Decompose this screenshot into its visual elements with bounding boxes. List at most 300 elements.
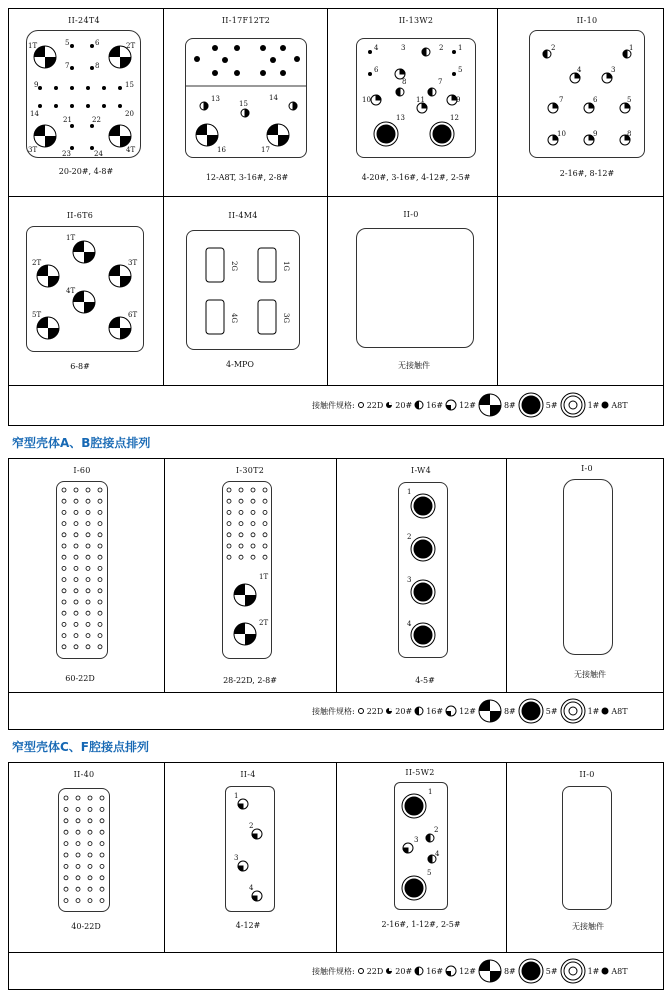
22d-contact	[100, 796, 104, 800]
legend-item: 16#	[426, 400, 444, 410]
layout-caption: 4-MPO	[226, 360, 254, 369]
contact-layout-ii-10	[529, 30, 645, 158]
layout-title: II-40	[73, 770, 95, 779]
contact-label: 4T	[126, 146, 136, 154]
contact-grid-i-30t2	[222, 481, 272, 659]
layout-caption: 4-12#	[235, 921, 261, 930]
layout-title: I-0	[581, 464, 593, 473]
22d-contact	[251, 522, 255, 526]
22d-contact	[251, 499, 255, 503]
22d-contact	[263, 533, 267, 537]
contact-label: 21	[63, 116, 72, 124]
22d-contact	[76, 842, 80, 846]
22d-contact	[227, 533, 231, 537]
22d-icon	[357, 967, 365, 975]
22d-contact	[239, 544, 243, 548]
22d-contact	[74, 611, 78, 615]
22d-contact	[251, 533, 255, 537]
22d-contact	[239, 499, 243, 503]
22d-contact	[62, 555, 66, 559]
contact-label: 7	[559, 96, 564, 104]
contact-label: 2T	[126, 42, 136, 50]
16-icon	[414, 706, 424, 716]
divider	[506, 762, 507, 952]
legend-item: 22D	[366, 706, 384, 716]
contact-label: 10	[557, 130, 566, 138]
divider	[164, 762, 165, 952]
divider	[336, 762, 337, 952]
contact-label: 2T	[32, 259, 42, 267]
22d-contact	[263, 510, 267, 514]
22d-contact	[98, 510, 102, 514]
22d-contact	[62, 578, 66, 582]
22d-contact	[76, 830, 80, 834]
contact-label: 6	[593, 96, 598, 104]
contact-layout-i-w4	[398, 482, 448, 658]
contact-layout-ii-6t6	[26, 226, 144, 352]
contact-label: 8	[95, 62, 100, 70]
divider	[8, 196, 664, 197]
22d-contact	[62, 634, 66, 638]
layout-caption: 无接触件	[572, 922, 604, 931]
legend-item: 16#	[426, 966, 444, 976]
22d-contact	[251, 510, 255, 514]
contact-legend	[310, 698, 630, 724]
22d-contact	[64, 876, 68, 880]
22d-contact	[88, 830, 92, 834]
insert-outline	[562, 786, 612, 910]
legend-item: 1#	[587, 966, 600, 976]
22d-contact	[98, 600, 102, 604]
contact-layout-ii-24t4	[26, 30, 141, 158]
port-label: 1G	[282, 261, 290, 272]
5-icon	[518, 958, 544, 984]
legend-item: A8T	[611, 966, 628, 976]
contact-label: 1	[428, 788, 433, 796]
22d-contact	[86, 488, 90, 492]
contact-label: 8	[627, 130, 632, 138]
22d-contact	[74, 634, 78, 638]
22d-contact	[76, 887, 80, 891]
contact-label: 3T	[128, 259, 138, 267]
contact-layout-ii-17f12t2	[185, 38, 307, 158]
contact-label: 1	[234, 792, 239, 800]
contact-label: 13	[396, 114, 405, 122]
22d-contact	[98, 522, 102, 526]
layout-caption: 无接触件	[398, 361, 430, 370]
contact-label: 2	[551, 44, 556, 52]
contact-label: 2T	[259, 619, 269, 627]
22d-contact	[64, 819, 68, 823]
22d-contact	[98, 611, 102, 615]
22d-contact	[88, 853, 92, 857]
22d-contact	[100, 819, 104, 823]
insert-outline	[563, 479, 613, 655]
contact-label: 14	[269, 94, 278, 102]
contact-label: 5T	[32, 311, 42, 319]
legend-item: 22D	[366, 966, 384, 976]
8-icon	[478, 699, 502, 723]
contact-label: 4T	[66, 287, 76, 295]
layout-caption: 4-5#	[415, 676, 435, 685]
port-label: 2G	[230, 261, 238, 272]
contact-label: 12	[450, 114, 459, 122]
contact-label: 1T	[66, 234, 76, 242]
22d-contact	[86, 622, 90, 626]
22d-contact	[227, 510, 231, 514]
contact-label: 4	[435, 850, 440, 858]
22d-contact	[74, 533, 78, 537]
divider	[8, 385, 664, 386]
22d-contact	[62, 611, 66, 615]
legend-item: 16#	[426, 706, 444, 716]
22d-contact	[88, 819, 92, 823]
22d-contact	[74, 600, 78, 604]
contact-label: 11	[416, 96, 425, 104]
16-icon	[414, 966, 424, 976]
legend-item: 20#	[395, 966, 413, 976]
22d-contact	[62, 522, 66, 526]
legend-item: 12#	[459, 706, 476, 716]
contact-label: 3T	[28, 146, 38, 154]
22d-contact	[88, 807, 92, 811]
22d-contact	[98, 622, 102, 626]
contact-label: 14	[30, 110, 39, 118]
1-icon	[560, 698, 586, 724]
22d-icon	[357, 707, 365, 715]
22d-contact	[98, 499, 102, 503]
22d-contact	[74, 510, 78, 514]
layout-title: II-4M4	[228, 211, 258, 220]
22d-contact	[227, 499, 231, 503]
contact-label: 13	[211, 95, 220, 103]
22d-contact	[98, 555, 102, 559]
divider	[8, 952, 664, 953]
section-title: 窄型壳体A、B腔接点排列	[12, 436, 151, 450]
contact-label: 16	[217, 146, 226, 154]
divider	[8, 692, 664, 693]
22d-contact	[98, 634, 102, 638]
22d-contact	[74, 645, 78, 649]
contact-label: 15	[125, 81, 134, 89]
legend-item: 8#	[503, 706, 516, 716]
contact-label: 4	[374, 44, 379, 52]
contact-label: 9	[593, 130, 598, 138]
22d-contact	[100, 853, 104, 857]
legend-item: A8T	[611, 706, 628, 716]
22d-contact	[62, 510, 66, 514]
22d-contact	[86, 510, 90, 514]
contact-label: 7	[65, 62, 70, 70]
contact-label: 5	[427, 869, 432, 877]
22d-contact	[86, 555, 90, 559]
22d-contact	[100, 899, 104, 903]
22d-contact	[62, 566, 66, 570]
22d-contact	[74, 578, 78, 582]
contact-label: 8	[402, 78, 407, 86]
22d-contact	[100, 807, 104, 811]
22d-contact	[86, 499, 90, 503]
contact-layout-ii-5w2	[394, 782, 448, 910]
22d-contact	[86, 645, 90, 649]
22d-contact	[86, 522, 90, 526]
contact-grid-ii-40	[58, 788, 110, 912]
legend-item: 20#	[395, 706, 413, 716]
22d-contact	[263, 555, 267, 559]
layout-title: II-13W2	[398, 16, 434, 25]
contact-legend	[310, 392, 630, 418]
contact-label: 2	[434, 826, 439, 834]
22d-contact	[76, 796, 80, 800]
22d-contact	[98, 533, 102, 537]
22d-contact	[251, 544, 255, 548]
1-icon	[560, 958, 586, 984]
22d-contact	[62, 488, 66, 492]
divider	[164, 458, 165, 692]
22d-contact	[239, 533, 243, 537]
22d-contact	[227, 522, 231, 526]
legend-label: 接触件规格:	[312, 966, 355, 976]
22d-contact	[98, 589, 102, 593]
22d-contact	[98, 578, 102, 582]
22d-contact	[76, 899, 80, 903]
contact-label: 3	[234, 854, 239, 862]
contact-label: 1	[407, 488, 412, 496]
contact-grid-i-60	[56, 481, 108, 659]
22d-contact	[74, 555, 78, 559]
contact-label: 4	[577, 66, 582, 74]
layout-title: II-24T4	[68, 16, 100, 25]
22d-contact	[74, 499, 78, 503]
22d-contact	[86, 566, 90, 570]
22d-contact	[62, 622, 66, 626]
22d-contact	[239, 510, 243, 514]
contact-layout-ii-4m4	[186, 230, 300, 350]
contact-label: 2	[407, 533, 412, 541]
layout-caption: 60-22D	[65, 674, 95, 683]
22d-contact	[98, 645, 102, 649]
section-title: 窄型壳体C、F腔接点排列	[12, 740, 150, 754]
contact-label: 3	[414, 836, 419, 844]
22d-contact	[74, 544, 78, 548]
22d-contact	[62, 499, 66, 503]
contact-label: 3	[407, 576, 412, 584]
layout-title: I-W4	[411, 466, 431, 475]
22d-contact	[98, 488, 102, 492]
layout-caption: 无接触件	[574, 670, 606, 679]
contact-label: 4	[407, 620, 412, 628]
layout-caption: 2-16#, 8-12#	[559, 169, 615, 178]
contact-label: 6T	[128, 311, 138, 319]
22d-contact	[98, 544, 102, 548]
22d-contact	[88, 864, 92, 868]
22d-contact	[64, 842, 68, 846]
20-icon	[385, 967, 393, 975]
22d-contact	[86, 533, 90, 537]
22d-contact	[64, 899, 68, 903]
contact-legend	[310, 958, 630, 984]
12-icon	[445, 399, 457, 411]
22d-contact	[74, 622, 78, 626]
contact-label: 1T	[259, 573, 269, 581]
22d-contact	[100, 864, 104, 868]
layout-caption: 12-A8T, 3-16#, 2-8#	[205, 173, 289, 182]
contact-layout-ii-4	[225, 786, 275, 912]
contact-label: 5	[627, 96, 632, 104]
22d-contact	[263, 499, 267, 503]
22d-contact	[251, 555, 255, 559]
legend-item: 5#	[545, 966, 558, 976]
divider	[506, 458, 507, 692]
contact-label: 6	[374, 66, 379, 74]
contact-label: 7	[438, 78, 443, 86]
contact-label: 9	[34, 81, 39, 89]
22d-contact	[64, 807, 68, 811]
contact-label: 10	[362, 96, 371, 104]
22d-contact	[239, 555, 243, 559]
20-icon	[385, 401, 393, 409]
22d-contact	[227, 555, 231, 559]
contact-label: 5	[458, 66, 463, 74]
12-icon	[445, 965, 457, 977]
22d-contact	[88, 876, 92, 880]
22d-contact	[86, 611, 90, 615]
contact-label: 23	[62, 150, 71, 158]
22d-contact	[64, 864, 68, 868]
layout-title: I-60	[73, 466, 91, 475]
contact-label: 1	[458, 44, 463, 52]
legend-item: 12#	[459, 400, 476, 410]
layout-title: II-5W2	[405, 768, 435, 777]
layout-caption: 2-16#, 1-12#, 2-5#	[381, 920, 461, 929]
22d-contact	[64, 796, 68, 800]
contact-label: 1T	[28, 42, 38, 50]
22d-contact	[64, 887, 68, 891]
layout-title: II-4	[240, 770, 256, 779]
22d-contact	[98, 566, 102, 570]
22d-contact	[100, 887, 104, 891]
a8t-icon	[601, 707, 609, 715]
legend-item: 8#	[503, 400, 516, 410]
22d-contact	[74, 488, 78, 492]
22d-contact	[88, 899, 92, 903]
22d-contact	[74, 566, 78, 570]
legend-item: 8#	[503, 966, 516, 976]
contact-label: 4	[249, 884, 254, 892]
legend-label: 接触件规格:	[312, 706, 355, 716]
layout-caption: 4-20#, 3-16#, 4-12#, 2-5#	[361, 173, 471, 182]
contact-label: 2	[439, 44, 444, 52]
22d-contact	[64, 853, 68, 857]
22d-contact	[76, 864, 80, 868]
22d-contact	[62, 645, 66, 649]
22d-contact	[239, 488, 243, 492]
contact-label: 1	[629, 44, 634, 52]
divider	[336, 458, 337, 692]
22d-contact	[86, 544, 90, 548]
22d-contact	[263, 544, 267, 548]
22d-contact	[74, 522, 78, 526]
22d-contact	[227, 544, 231, 548]
layout-caption: 6-8#	[70, 362, 90, 371]
legend-item: 5#	[545, 400, 558, 410]
legend-item: 22D	[366, 400, 384, 410]
22d-icon	[357, 401, 365, 409]
22d-contact	[100, 830, 104, 834]
contact-label: 17	[261, 146, 270, 154]
insert-outline	[356, 228, 474, 348]
22d-contact	[62, 544, 66, 548]
22d-contact	[88, 887, 92, 891]
8-icon	[478, 959, 502, 983]
legend-item: 12#	[459, 966, 476, 976]
contact-label: 22	[92, 116, 101, 124]
22d-contact	[86, 589, 90, 593]
20-icon	[385, 707, 393, 715]
layout-caption: 20-20#, 4-8#	[58, 167, 114, 176]
legend-item: 1#	[587, 400, 600, 410]
port-label: 4G	[230, 313, 238, 324]
layout-caption: 40-22D	[71, 922, 101, 931]
22d-contact	[62, 600, 66, 604]
22d-contact	[251, 488, 255, 492]
22d-contact	[86, 578, 90, 582]
contact-label: 9	[456, 96, 461, 104]
22d-contact	[239, 522, 243, 526]
22d-contact	[263, 488, 267, 492]
contact-layout-ii-13w2	[356, 38, 476, 158]
legend-item: 1#	[587, 706, 600, 716]
1-icon	[560, 392, 586, 418]
22d-contact	[76, 876, 80, 880]
22d-contact	[76, 853, 80, 857]
contact-label: 3	[401, 44, 406, 52]
port-label: 3G	[282, 313, 290, 324]
layout-title: II-0	[579, 770, 595, 779]
layout-title: II-17F12T2	[221, 16, 271, 25]
contact-label: 20	[125, 110, 134, 118]
a8t-icon	[601, 967, 609, 975]
12-icon	[445, 705, 457, 717]
22d-contact	[88, 796, 92, 800]
layout-title: II-0	[403, 210, 419, 219]
legend-item: 20#	[395, 400, 413, 410]
5-icon	[518, 698, 544, 724]
layout-caption: 28-22D, 2-8#	[223, 676, 277, 685]
22d-contact	[100, 876, 104, 880]
22d-contact	[76, 807, 80, 811]
layout-title: I-30T2	[235, 466, 265, 475]
layout-title: II-6T6	[66, 211, 94, 220]
8-icon	[478, 393, 502, 417]
22d-contact	[86, 600, 90, 604]
16-icon	[414, 400, 424, 410]
legend-item: A8T	[611, 400, 628, 410]
22d-contact	[86, 634, 90, 638]
22d-contact	[100, 842, 104, 846]
legend-label: 接触件规格:	[312, 400, 355, 410]
22d-contact	[64, 830, 68, 834]
contact-label: 6	[95, 39, 100, 47]
22d-contact	[76, 819, 80, 823]
legend-item: 5#	[545, 706, 558, 716]
contact-label: 24	[94, 150, 103, 158]
22d-contact	[62, 589, 66, 593]
22d-contact	[227, 488, 231, 492]
contact-label: 15	[239, 100, 248, 108]
contact-label: 3	[611, 66, 616, 74]
5-icon	[518, 392, 544, 418]
